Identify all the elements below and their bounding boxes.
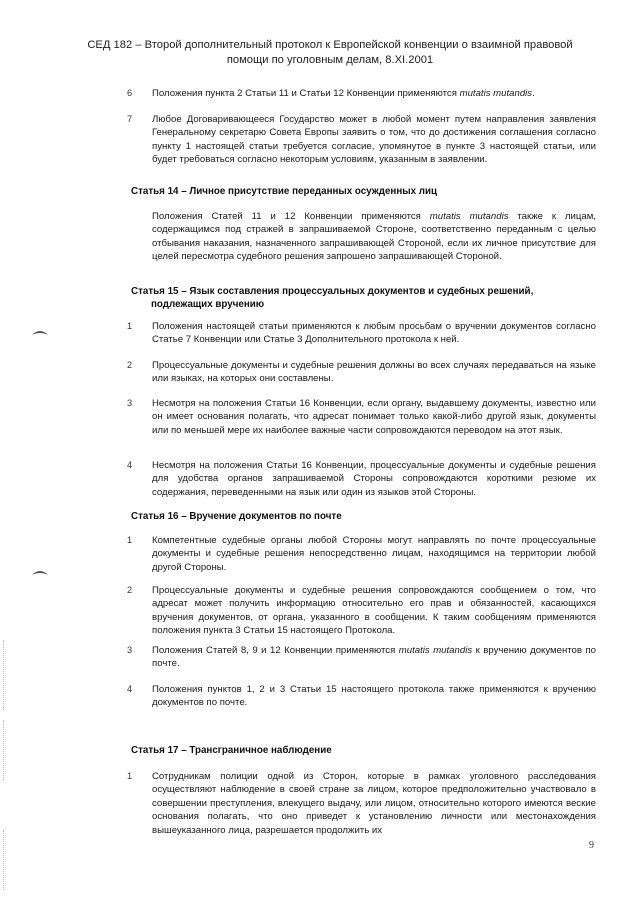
article-14-text — [152, 210, 596, 264]
article-16-paragraph-4: Положения пунктов 1, 2 и 3 Статьи 15 настоящего протокола также применяются к вручению документов по почте. — [152, 684, 596, 709]
article-16-paragraph-2: Процессуальные документы и судебные решения сопровождаются сообщением о том, что адресат может получить информацию относительно его прав и обязанностей, касающихся вручения документов, от органа, указанного в сообщении. К таким сообщениям применяются положения пункта 3 Статьи 15 настоящего Протокола. — [152, 585, 596, 637]
paragraph-text: также к лицам, содержащимся под стражей в запрашиваемой Стороне, соответственно переданным с целью отбывания наказания, назначенного запрашивающей Стороной, если их личное присутствие для целей пересмотра судебного решения запрошено запрашивающей Стороной. — [152, 211, 596, 263]
scan-margin-artifact — [3, 720, 6, 780]
paragraph-text: Положения пункта 2 Статьи 11 и Статьи 12 Конвенции применяются — [152, 88, 460, 99]
paragraph-number: 4 — [127, 684, 133, 694]
paragraph-text: . — [532, 88, 535, 99]
paragraph-text: к вручению документов по почте. — [152, 645, 596, 670]
article-15-paragraph-3: Несмотря на положения Статьи 16 Конвенции, если органу, выдавшему документы, известно или он имеет основания полагать, что адресат понимает только какой-либо другой язык, документы или по меньшей мере их наиболее важные части сопровождаются переводом на этот язык. — [152, 398, 596, 436]
paragraph-number: 6 — [127, 88, 133, 98]
article-15-paragraph-4: Несмотря на положения Статьи 16 Конвенции, процессуальные документы и судебные решения для удобства органов запрашиваемой Стороны сопровождаются короткими резюме их содержания, переведенными на язык или один из языков этой Стороны. — [152, 460, 596, 498]
article-17-paragraph-1: Сотрудникам полиции одной из Сторон, которые в рамках уголовного расследования осуществляют наблюдение в своей стране за лицом, которое предположительно участвовало в совершении преступления, влекущего выдачу, или лицом, относительно которого имеются веские основания полагать, что оно приведет к установлению личности или местонахождения вышеуказанного лица, разрешается продолжить их — [152, 771, 596, 836]
paragraph-number: 1 — [127, 321, 133, 331]
paragraph-number: 1 — [127, 771, 133, 781]
paragraph-text: Положения Статей 8, 9 и 12 Конвенции применяются — [152, 645, 399, 656]
document-header — [60, 38, 600, 68]
article-14-heading: Статья 14 – Личное присутствие переданных осужденных лиц — [131, 186, 438, 197]
heading-line-1: Статья 15 – Язык составления процессуальных документов и судебных решений, — [131, 286, 534, 297]
heading-line-2: подлежащих вручению — [151, 299, 265, 310]
article-16-paragraph-1: Компетентные судебные органы любой Стороны могут направлять по почте процессуальные документы и судебные решения непосредственно лицам, находящимся на территории любой другой Стороны. — [152, 535, 596, 573]
paragraph-7: Любое Договаривающееся Государство может в любой момент путем направления заявления Генеральному секретарю Совета Европы заявить о том, что до достижения соглашения согласно пункту 1 настоящей статьи требуется согласие, упомянутое в пункте 3 настоящей статьи, или будет требоваться согласно некоторым условиям, указанным в заявлении. — [152, 114, 596, 166]
paragraph-text: Положения Статей 11 и 12 Конвенции применяются — [152, 211, 430, 222]
punch-hole-mark — [31, 328, 49, 336]
paragraph-number: 4 — [127, 460, 133, 470]
paragraph-number: 7 — [127, 114, 133, 124]
article-16-paragraph-3 — [152, 644, 596, 671]
paragraph-number: 1 — [127, 535, 133, 545]
paragraph-number: 2 — [127, 585, 133, 595]
article-15-paragraph-1: Положения настоящей статьи применяются к любым просьбам о вручении документов согласно Статье 7 Конвенции или Статье 3 Дополнительного протокола к ней. — [152, 321, 596, 346]
italic-term: mutatis mutandis — [398, 645, 473, 656]
article-15-paragraph-2: Процессуальные документы и судебные решения должны во всех случаях передаваться на языке или языках, на которых они составлены. — [152, 360, 596, 385]
header-line-1: СЕД 182 – Второй дополнительный протокол к Европейской конвенции о взаимной правовой — [87, 39, 573, 51]
paragraph-number: 2 — [127, 360, 133, 370]
page-number: 9 — [589, 840, 594, 851]
scan-margin-artifact — [3, 640, 6, 710]
article-16-heading: Статья 16 – Вручение документов по почте — [131, 511, 342, 522]
paragraph-number: 3 — [127, 398, 133, 408]
italic-term: mutatis mutandis — [459, 88, 533, 99]
scan-margin-artifact — [3, 830, 6, 890]
header-line-2: помощи по уголовным делам, 8.XI.2001 — [226, 54, 434, 66]
paragraph-number: 3 — [127, 645, 133, 655]
article-17-heading: Статья 17 – Трансграничное наблюдение — [131, 745, 332, 756]
article-15-heading — [131, 285, 601, 311]
paragraph-6 — [152, 87, 596, 100]
punch-hole-mark — [31, 568, 49, 576]
italic-term: mutatis mutandis — [429, 211, 509, 222]
